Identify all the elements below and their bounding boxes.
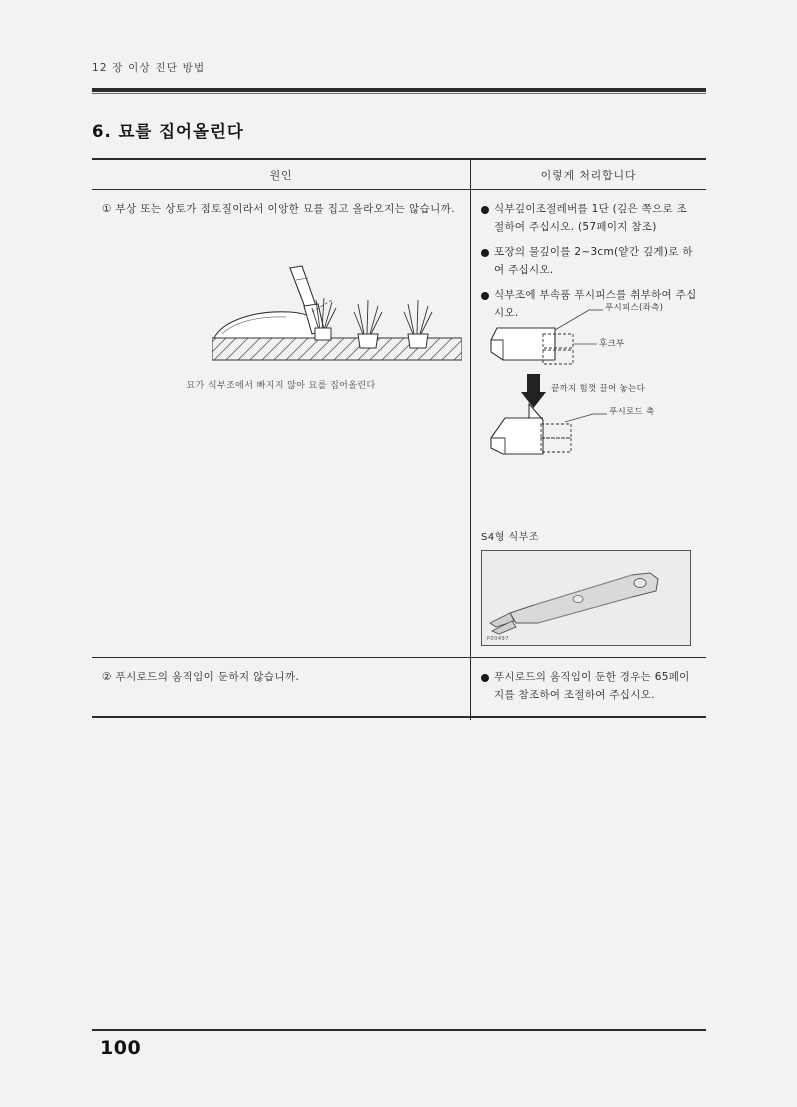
table-header-row xyxy=(92,160,706,190)
page-number: 100 xyxy=(100,1037,142,1059)
photo-caption: S4형 식부조 xyxy=(481,532,540,543)
figure-push-piece-diagram xyxy=(481,288,701,503)
photo-id-tag: P00497 xyxy=(487,636,509,642)
action-item: 포장의 물깊이를 2~3cm(얕간 깊게)로 하여 주십시오. xyxy=(481,243,697,280)
label-push-rod: 푸시로드 축 xyxy=(609,407,655,417)
label-hook: 후크부 xyxy=(599,339,625,349)
running-head: 12 장 이상 진단 방법 xyxy=(92,62,206,74)
page-title: 6. 묘를 집어올린다 xyxy=(92,122,244,141)
table-row-divider xyxy=(92,657,706,658)
table-cell-cause-1: ① 부상 또는 상토가 점토질이라서 이앙한 묘를 집고 올라오지는 않습니까. xyxy=(102,203,455,215)
header-rule-thin xyxy=(92,93,706,94)
action-item: 식부깊이조절레버를 1단 (깊은 쪽으로 조절하여 주십시오. (57페이지 참조) xyxy=(481,200,697,237)
action-item: 식부조에 부속품 푸시피스를 취부하여 주십시오. xyxy=(481,286,697,323)
figure-caption: 묘가 식부조에서 빠지지 않아 묘를 집어올린다 xyxy=(186,381,376,391)
label-push-piece: 푸시피스(좌측) xyxy=(605,303,664,313)
label-instruction: 끝까지 힘껏 끌어 놓는다 xyxy=(551,384,646,394)
action-item: 푸시로드의 움직임이 둔한 경우는 65페이지를 참조하여 조절하여 주십시오. xyxy=(481,668,697,705)
column-header-action: 이렇게 처리합니다 xyxy=(540,169,637,182)
column-header-cause: 원인 xyxy=(269,169,293,182)
action-list-2 xyxy=(481,668,697,711)
table-column-divider xyxy=(470,160,471,720)
table-cell-cause-2: ② 푸시로드의 움직임이 둔하지 않습니까. xyxy=(102,671,300,683)
footer-rule xyxy=(92,1029,706,1031)
troubleshooting-table xyxy=(92,158,706,718)
photo-s4-planting-fork xyxy=(481,550,691,646)
header-rule-thick xyxy=(92,88,706,92)
